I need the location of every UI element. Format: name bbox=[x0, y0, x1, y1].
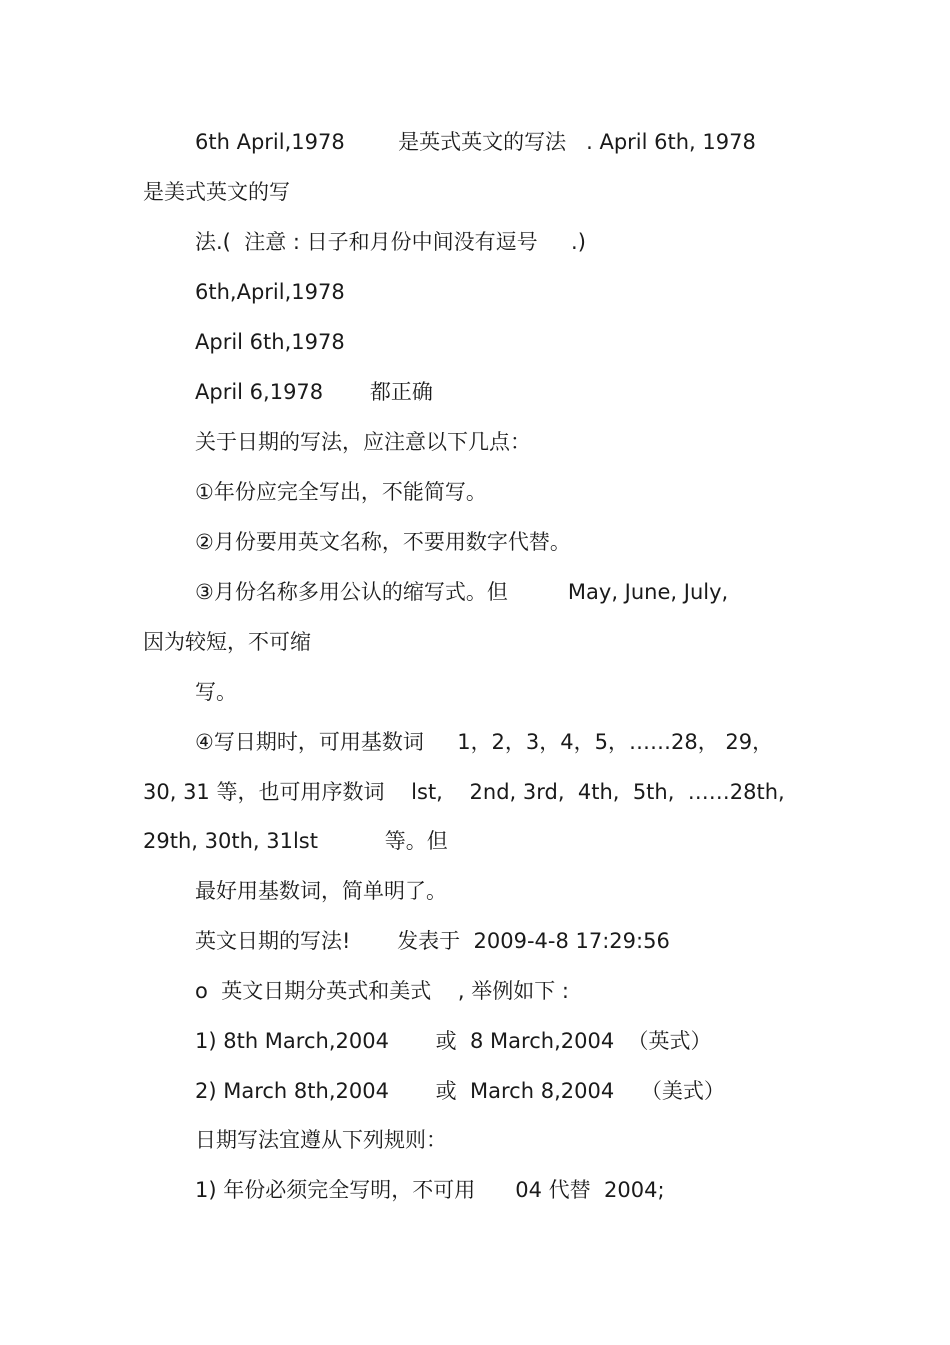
text-line: 6th April,1978 是英式英文的写法 . April 6th, 1978 bbox=[195, 130, 756, 154]
text-line: ③月份名称多用公认的缩写式。但 May, June, July, bbox=[195, 580, 729, 604]
text-line: 法.( 注意 : 日子和月份中间没有逗号 .) bbox=[195, 230, 586, 254]
text-line: 30, 31 等，也可用序数词 lst, 2nd, 3rd, 4th, 5th, ……28th, bbox=[143, 780, 785, 804]
text-line: 2) March 8th,2004 或 March 8,2004 （美式） bbox=[195, 1079, 725, 1103]
text-line: 是美式英文的写 bbox=[143, 180, 290, 204]
text-line: 写。 bbox=[195, 680, 237, 704]
text-line: April 6th,1978 bbox=[195, 330, 345, 354]
text-line: 6th,April,1978 bbox=[195, 280, 345, 304]
text-line: 29th, 30th, 31lst 等。但 bbox=[143, 829, 448, 853]
text-line: 关于日期的写法，应注意以下几点： bbox=[195, 430, 531, 454]
text-line: 英文日期的写法! 发表于 2009-4-8 17:29:56 bbox=[195, 929, 670, 953]
text-line: o 英文日期分英式和美式 , 举例如下 : bbox=[195, 979, 569, 1003]
text-line: April 6,1978 都正确 bbox=[195, 380, 433, 404]
text-line: 最好用基数词，简单明了。 bbox=[195, 879, 447, 903]
text-line: 日期写法宜遵从下列规则： bbox=[195, 1128, 447, 1152]
text-line: 1) 8th March,2004 或 8 March,2004 （英式） bbox=[195, 1029, 712, 1053]
text-line: 因为较短，不可缩 bbox=[143, 630, 311, 654]
text-line: ②月份要用英文名称，不要用数字代替。 bbox=[195, 530, 571, 554]
text-line: 1) 年份必须完全写明，不可用 04 代替 2004; bbox=[195, 1178, 665, 1202]
text-line: ④写日期时，可用基数词 1，2，3，4，5，……28， 29， bbox=[195, 730, 774, 754]
text-line: ①年份应完全写出，不能简写。 bbox=[195, 480, 487, 504]
